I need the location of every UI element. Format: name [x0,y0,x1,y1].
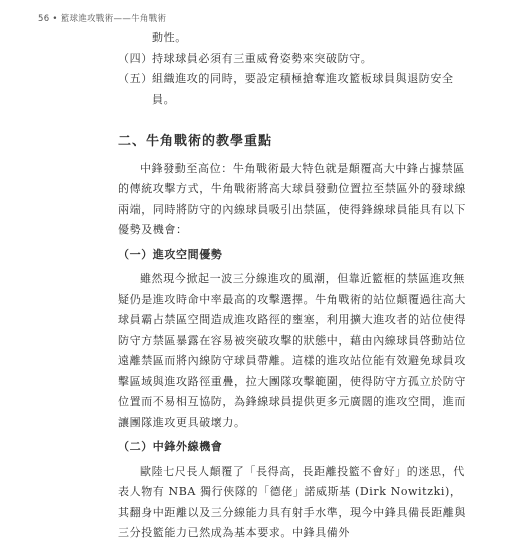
page-content [118,28,468,544]
running-header: 56 • 籃球進攻戰術——牛角戰術 [38,14,167,24]
intro-paragraph: 中鋒發動至高位：牛角戰術最大特色就是顛覆高大中鋒占據禁區的傳統攻擊方式，牛角戰術將高大球員發動位置拉至禁區外的發球線兩端，同時將防守的內線球員吸引出禁區，使得鋒線球員能具有以下優勢及機會： [118,161,466,236]
list-item-text: 組織進攻的同時，要設定積極搶奪進攻籃板球員與退防安全員。 [152,72,454,106]
subsection-paragraph-outside: 歐陸七尺長人顛覆了「長得高，長距離投籃不會好」的迷思，代表人物有 NBA 獨行俠隊的「德佬」諾威斯基 (Dirk Nowitzki)，其翻身中距離以及三分線能力具有射手水準，現今中鋒具備長距離與三分投籃能力已然成為基本要求。中鋒具備外 [118,464,466,539]
subsection-paragraph-space: 雖然現今掀起一波三分線進攻的風潮，但靠近籃框的禁區進攻無疑仍是進攻時命中率最高的攻擊選擇。牛角戰術的站位顛覆過往高大球員霸占禁區空間造成進攻路徑的壅塞，利用擴大進攻者的站位使得防守方禁區暴露在容易被突破攻擊的狀態中，藉由內線球員啓動站位遠離禁區而將內線防守球員帶離。這樣的進攻站位能有效避免球員攻擊區域與進攻路徑重疊，拉大團隊攻擊範圍，使得防守方孤立於防守位置而不易相互協防，為鋒線球員提供更多元廣闊的進攻空間，進而讓團隊進攻更具破壞力。 [118,272,466,429]
list-item-text: 持球球員必須有三重威脅姿勢來突破防守。 [152,51,373,65]
list-item [118,69,468,110]
continuation-text: 動性。 [152,31,187,44]
section-title: 二、牛角戰術的教學重點 [118,134,273,149]
list-item-label: （五） [118,72,153,85]
list-item-label: （四） [118,51,153,65]
subsection-title-space: （一）進攻空間優勢 [118,247,223,261]
list-item [118,49,468,70]
subsection-title-outside: （二）中鋒外線機會 [118,440,223,453]
